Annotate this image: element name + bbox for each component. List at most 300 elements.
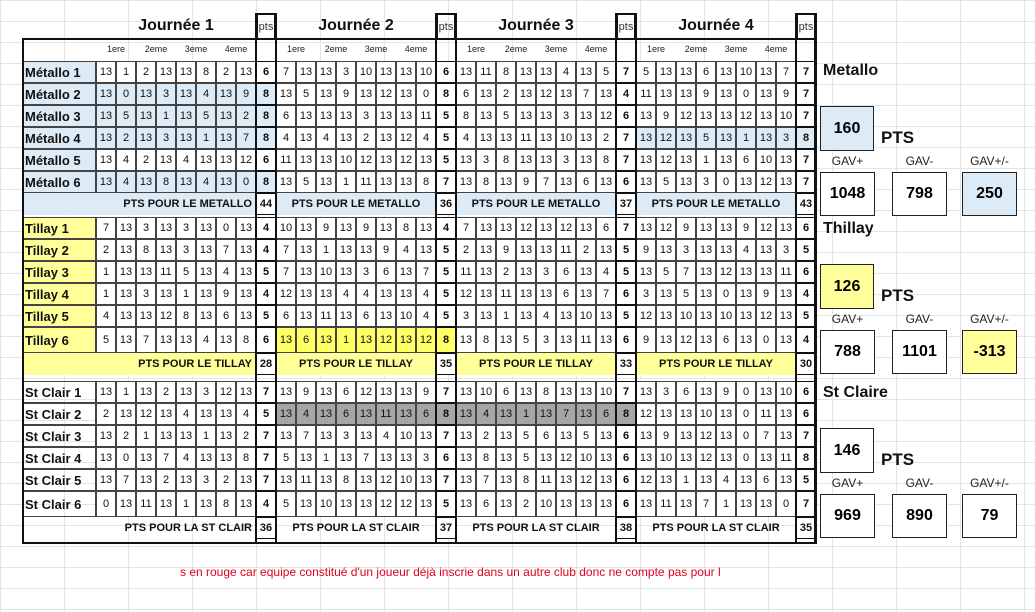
points-cell[interactable]: 6 (796, 381, 816, 403)
score-cell[interactable]: 12 (276, 283, 296, 305)
score-cell[interactable]: 5 (656, 171, 676, 193)
score-cell[interactable]: 13 (296, 61, 316, 83)
score-cell[interactable]: 9 (236, 83, 256, 105)
points-cell[interactable]: 8 (436, 83, 456, 105)
score-cell[interactable]: 13 (676, 425, 696, 447)
score-cell[interactable]: 4 (556, 61, 576, 83)
points-cell[interactable]: 4 (616, 83, 636, 105)
score-cell[interactable]: 13 (156, 283, 176, 305)
score-cell[interactable]: 13 (296, 149, 316, 171)
score-cell[interactable]: 11 (656, 491, 676, 517)
score-cell[interactable]: 13 (636, 381, 656, 403)
score-cell[interactable]: 4 (356, 283, 376, 305)
score-cell[interactable]: 4 (336, 283, 356, 305)
score-cell[interactable]: 10 (316, 261, 336, 283)
score-cell[interactable]: 1 (716, 491, 736, 517)
score-cell[interactable]: 13 (236, 61, 256, 83)
score-cell[interactable]: 13 (396, 261, 416, 283)
score-cell[interactable]: 2 (476, 425, 496, 447)
score-cell[interactable]: 13 (196, 491, 216, 517)
score-cell[interactable]: 4 (96, 305, 116, 327)
points-cell[interactable]: 4 (796, 283, 816, 305)
score-cell[interactable]: 13 (96, 61, 116, 83)
score-cell[interactable]: 3 (536, 327, 556, 353)
score-cell[interactable]: 6 (456, 83, 476, 105)
score-cell[interactable]: 13 (316, 283, 336, 305)
score-cell[interactable]: 4 (376, 425, 396, 447)
score-cell[interactable]: 4 (116, 149, 136, 171)
score-cell[interactable]: 3 (416, 447, 436, 469)
score-cell[interactable]: 8 (516, 469, 536, 491)
points-cell[interactable]: 5 (436, 283, 456, 305)
score-cell[interactable]: 13 (516, 105, 536, 127)
score-cell[interactable]: 13 (176, 327, 196, 353)
score-cell[interactable]: 11 (536, 469, 556, 491)
score-cell[interactable]: 13 (336, 217, 356, 239)
score-cell[interactable]: 13 (496, 127, 516, 149)
score-cell[interactable]: 8 (156, 171, 176, 193)
score-cell[interactable]: 12 (356, 149, 376, 171)
score-cell[interactable]: 13 (456, 149, 476, 171)
score-cell[interactable]: 13 (96, 105, 116, 127)
score-cell[interactable]: 12 (636, 403, 656, 425)
score-cell[interactable]: 11 (416, 105, 436, 127)
score-cell[interactable]: 2 (356, 127, 376, 149)
points-cell[interactable]: 5 (256, 403, 276, 425)
score-cell[interactable]: 6 (576, 171, 596, 193)
score-cell[interactable]: 13 (456, 381, 476, 403)
score-cell[interactable]: 13 (316, 149, 336, 171)
score-cell[interactable]: 4 (596, 261, 616, 283)
score-cell[interactable]: 8 (536, 381, 556, 403)
score-cell[interactable]: 13 (656, 283, 676, 305)
score-cell[interactable]: 1 (516, 403, 536, 425)
points-cell[interactable]: 7 (796, 83, 816, 105)
score-cell[interactable]: 13 (236, 261, 256, 283)
score-cell[interactable]: 13 (396, 83, 416, 105)
score-cell[interactable]: 13 (736, 491, 756, 517)
score-cell[interactable]: 2 (576, 239, 596, 261)
score-cell[interactable]: 13 (316, 83, 336, 105)
score-cell[interactable]: 6 (556, 283, 576, 305)
score-cell[interactable]: 2 (596, 127, 616, 149)
score-cell[interactable]: 13 (196, 447, 216, 469)
score-cell[interactable]: 13 (536, 447, 556, 469)
score-cell[interactable]: 13 (196, 261, 216, 283)
score-cell[interactable]: 3 (156, 83, 176, 105)
score-cell[interactable]: 7 (476, 469, 496, 491)
score-cell[interactable]: 13 (396, 327, 416, 353)
score-cell[interactable]: 13 (756, 61, 776, 83)
score-cell[interactable]: 13 (216, 327, 236, 353)
score-cell[interactable]: 13 (136, 83, 156, 105)
score-cell[interactable]: 3 (556, 149, 576, 171)
score-cell[interactable]: 13 (376, 149, 396, 171)
score-cell[interactable]: 13 (776, 403, 796, 425)
score-cell[interactable]: 0 (216, 217, 236, 239)
score-cell[interactable]: 0 (716, 171, 736, 193)
points-cell[interactable]: 7 (256, 469, 276, 491)
score-cell[interactable]: 13 (236, 469, 256, 491)
points-cell[interactable]: 4 (256, 491, 276, 517)
score-cell[interactable]: 13 (716, 83, 736, 105)
points-cell[interactable]: 6 (796, 261, 816, 283)
score-cell[interactable]: 5 (296, 171, 316, 193)
score-cell[interactable]: 13 (156, 217, 176, 239)
score-cell[interactable]: 0 (116, 447, 136, 469)
score-cell[interactable]: 0 (736, 403, 756, 425)
score-cell[interactable]: 11 (376, 403, 396, 425)
score-cell[interactable]: 13 (636, 425, 656, 447)
score-cell[interactable]: 12 (756, 171, 776, 193)
score-cell[interactable]: 0 (736, 83, 756, 105)
score-cell[interactable]: 1 (336, 327, 356, 353)
score-cell[interactable]: 13 (356, 327, 376, 353)
score-cell[interactable]: 3 (336, 61, 356, 83)
score-cell[interactable]: 1 (336, 171, 356, 193)
score-cell[interactable]: 10 (396, 305, 416, 327)
score-cell[interactable]: 12 (596, 105, 616, 127)
score-cell[interactable]: 13 (536, 239, 556, 261)
score-cell[interactable]: 13 (556, 327, 576, 353)
score-cell[interactable]: 13 (496, 171, 516, 193)
score-cell[interactable]: 9 (676, 217, 696, 239)
score-cell[interactable]: 13 (716, 403, 736, 425)
score-cell[interactable]: 2 (236, 105, 256, 127)
score-cell[interactable]: 8 (476, 447, 496, 469)
points-cell[interactable]: 6 (616, 283, 636, 305)
score-cell[interactable]: 8 (236, 447, 256, 469)
score-cell[interactable]: 10 (736, 61, 756, 83)
score-cell[interactable]: 13 (656, 83, 676, 105)
score-cell[interactable]: 13 (276, 327, 296, 353)
score-cell[interactable]: 1 (116, 381, 136, 403)
score-cell[interactable]: 4 (456, 127, 476, 149)
score-cell[interactable]: 13 (636, 127, 656, 149)
score-cell[interactable]: 11 (476, 61, 496, 83)
score-cell[interactable]: 1 (496, 305, 516, 327)
score-cell[interactable]: 9 (296, 381, 316, 403)
score-cell[interactable]: 13 (756, 127, 776, 149)
score-cell[interactable]: 4 (176, 149, 196, 171)
score-cell[interactable]: 3 (176, 217, 196, 239)
score-cell[interactable]: 13 (596, 83, 616, 105)
score-cell[interactable]: 13 (296, 305, 316, 327)
score-cell[interactable]: 5 (196, 105, 216, 127)
score-cell[interactable]: 2 (136, 61, 156, 83)
score-cell[interactable]: 13 (156, 327, 176, 353)
points-cell[interactable]: 6 (616, 447, 636, 469)
points-cell[interactable]: 4 (436, 217, 456, 239)
points-cell[interactable]: 7 (616, 217, 636, 239)
score-cell[interactable]: 13 (336, 261, 356, 283)
score-cell[interactable]: 1 (176, 283, 196, 305)
score-cell[interactable]: 7 (296, 425, 316, 447)
score-cell[interactable]: 13 (176, 127, 196, 149)
score-cell[interactable]: 13 (176, 83, 196, 105)
score-cell[interactable]: 11 (296, 469, 316, 491)
score-cell[interactable]: 13 (416, 425, 436, 447)
score-cell[interactable]: 5 (296, 83, 316, 105)
score-cell[interactable]: 13 (356, 469, 376, 491)
score-cell[interactable]: 13 (456, 491, 476, 517)
points-cell[interactable]: 8 (796, 447, 816, 469)
score-cell[interactable]: 13 (516, 305, 536, 327)
score-cell[interactable]: 13 (776, 425, 796, 447)
score-cell[interactable]: 13 (316, 171, 336, 193)
score-cell[interactable]: 6 (716, 327, 736, 353)
score-cell[interactable]: 12 (556, 217, 576, 239)
score-cell[interactable]: 13 (396, 283, 416, 305)
score-cell[interactable]: 5 (656, 261, 676, 283)
points-cell[interactable]: 5 (436, 127, 456, 149)
score-cell[interactable]: 13 (656, 239, 676, 261)
score-cell[interactable]: 9 (316, 217, 336, 239)
score-cell[interactable]: 13 (576, 127, 596, 149)
score-cell[interactable]: 5 (636, 61, 656, 83)
score-cell[interactable]: 8 (236, 327, 256, 353)
score-cell[interactable]: 1 (676, 469, 696, 491)
score-cell[interactable]: 13 (276, 403, 296, 425)
score-cell[interactable]: 12 (656, 217, 676, 239)
score-cell[interactable]: 13 (516, 283, 536, 305)
score-cell[interactable]: 12 (696, 425, 716, 447)
score-cell[interactable]: 13 (336, 447, 356, 469)
score-cell[interactable]: 13 (576, 261, 596, 283)
points-cell[interactable]: 5 (796, 469, 816, 491)
score-cell[interactable]: 13 (316, 381, 336, 403)
score-cell[interactable]: 3 (456, 305, 476, 327)
score-cell[interactable]: 10 (696, 403, 716, 425)
score-cell[interactable]: 3 (136, 283, 156, 305)
score-cell[interactable]: 13 (716, 239, 736, 261)
score-cell[interactable]: 9 (656, 425, 676, 447)
score-cell[interactable]: 10 (316, 491, 336, 517)
score-cell[interactable]: 0 (416, 83, 436, 105)
score-cell[interactable]: 10 (716, 305, 736, 327)
score-cell[interactable]: 3 (636, 283, 656, 305)
score-cell[interactable]: 8 (396, 217, 416, 239)
score-cell[interactable]: 13 (296, 491, 316, 517)
score-cell[interactable]: 13 (136, 171, 156, 193)
score-cell[interactable]: 2 (116, 127, 136, 149)
score-cell[interactable]: 13 (536, 127, 556, 149)
score-cell[interactable]: 9 (756, 283, 776, 305)
score-cell[interactable]: 7 (676, 261, 696, 283)
score-cell[interactable]: 13 (236, 217, 256, 239)
score-cell[interactable]: 13 (136, 381, 156, 403)
score-cell[interactable]: 13 (696, 261, 716, 283)
score-cell[interactable]: 13 (316, 469, 336, 491)
points-cell[interactable]: 8 (796, 127, 816, 149)
score-cell[interactable]: 3 (676, 239, 696, 261)
score-cell[interactable]: 8 (196, 61, 216, 83)
score-cell[interactable]: 6 (336, 381, 356, 403)
score-cell[interactable]: 13 (416, 239, 436, 261)
score-cell[interactable]: 5 (116, 105, 136, 127)
score-cell[interactable]: 7 (696, 491, 716, 517)
score-cell[interactable]: 13 (236, 239, 256, 261)
score-cell[interactable]: 13 (656, 469, 676, 491)
score-cell[interactable]: 13 (496, 469, 516, 491)
score-cell[interactable]: 13 (336, 105, 356, 127)
score-cell[interactable]: 13 (696, 381, 716, 403)
score-cell[interactable]: 9 (336, 83, 356, 105)
score-cell[interactable]: 4 (196, 171, 216, 193)
score-cell[interactable]: 13 (716, 127, 736, 149)
score-cell[interactable]: 13 (216, 149, 236, 171)
score-cell[interactable]: 13 (696, 327, 716, 353)
score-cell[interactable]: 13 (696, 239, 716, 261)
score-cell[interactable]: 10 (776, 105, 796, 127)
score-cell[interactable]: 13 (316, 403, 336, 425)
score-cell[interactable]: 13 (216, 447, 236, 469)
points-cell[interactable]: 6 (796, 403, 816, 425)
score-cell[interactable]: 13 (216, 105, 236, 127)
score-cell[interactable]: 13 (456, 469, 476, 491)
score-cell[interactable]: 4 (736, 239, 756, 261)
score-cell[interactable]: 13 (536, 217, 556, 239)
score-cell[interactable]: 8 (496, 61, 516, 83)
score-cell[interactable]: 7 (276, 261, 296, 283)
score-cell[interactable]: 4 (116, 171, 136, 193)
score-cell[interactable]: 13 (676, 403, 696, 425)
score-cell[interactable]: 1 (196, 127, 216, 149)
score-cell[interactable]: 5 (596, 61, 616, 83)
points-cell[interactable]: 7 (796, 105, 816, 127)
score-cell[interactable]: 13 (196, 305, 216, 327)
score-cell[interactable]: 3 (356, 105, 376, 127)
score-cell[interactable]: 7 (276, 61, 296, 83)
score-cell[interactable]: 10 (476, 381, 496, 403)
score-cell[interactable]: 13 (156, 425, 176, 447)
points-cell[interactable]: 4 (256, 239, 276, 261)
score-cell[interactable]: 2 (216, 469, 236, 491)
score-cell[interactable]: 13 (376, 447, 396, 469)
score-cell[interactable]: 3 (656, 381, 676, 403)
score-cell[interactable]: 13 (556, 425, 576, 447)
score-cell[interactable]: 13 (656, 327, 676, 353)
points-cell[interactable]: 7 (436, 425, 456, 447)
score-cell[interactable]: 2 (116, 425, 136, 447)
points-cell[interactable]: 7 (436, 381, 456, 403)
score-cell[interactable]: 13 (376, 283, 396, 305)
score-cell[interactable]: 7 (416, 261, 436, 283)
score-cell[interactable]: 12 (396, 127, 416, 149)
score-cell[interactable]: 13 (376, 217, 396, 239)
score-cell[interactable]: 13 (116, 283, 136, 305)
score-cell[interactable]: 13 (576, 217, 596, 239)
score-cell[interactable]: 13 (596, 327, 616, 353)
score-cell[interactable]: 3 (156, 127, 176, 149)
score-cell[interactable]: 13 (116, 491, 136, 517)
score-cell[interactable]: 11 (636, 83, 656, 105)
score-cell[interactable]: 2 (496, 83, 516, 105)
score-cell[interactable]: 13 (736, 305, 756, 327)
score-cell[interactable]: 13 (176, 381, 196, 403)
score-cell[interactable]: 10 (396, 469, 416, 491)
score-cell[interactable]: 13 (116, 217, 136, 239)
points-cell[interactable]: 7 (256, 425, 276, 447)
score-cell[interactable]: 13 (196, 217, 216, 239)
score-cell[interactable]: 13 (776, 217, 796, 239)
score-cell[interactable]: 13 (176, 171, 196, 193)
score-cell[interactable]: 13 (276, 425, 296, 447)
points-cell[interactable]: 5 (616, 305, 636, 327)
score-cell[interactable]: 13 (116, 327, 136, 353)
score-cell[interactable]: 13 (756, 261, 776, 283)
score-cell[interactable]: 13 (116, 261, 136, 283)
score-cell[interactable]: 13 (196, 403, 216, 425)
score-cell[interactable]: 13 (376, 171, 396, 193)
score-cell[interactable]: 13 (276, 171, 296, 193)
score-cell[interactable]: 4 (316, 127, 336, 149)
score-cell[interactable]: 7 (156, 447, 176, 469)
points-cell[interactable]: 7 (256, 381, 276, 403)
score-cell[interactable]: 2 (216, 61, 236, 83)
points-cell[interactable]: 6 (616, 425, 636, 447)
score-cell[interactable]: 13 (576, 403, 596, 425)
points-cell[interactable]: 4 (796, 327, 816, 353)
score-cell[interactable]: 1 (316, 239, 336, 261)
score-cell[interactable]: 7 (116, 469, 136, 491)
score-cell[interactable]: 13 (576, 61, 596, 83)
score-cell[interactable]: 8 (596, 149, 616, 171)
score-cell[interactable]: 0 (736, 447, 756, 469)
score-cell[interactable]: 10 (576, 447, 596, 469)
score-cell[interactable]: 10 (756, 149, 776, 171)
points-cell[interactable]: 6 (256, 327, 276, 353)
score-cell[interactable]: 3 (356, 261, 376, 283)
score-cell[interactable]: 13 (476, 83, 496, 105)
score-cell[interactable]: 4 (416, 305, 436, 327)
score-cell[interactable]: 13 (296, 127, 316, 149)
points-cell[interactable]: 6 (616, 327, 636, 353)
score-cell[interactable]: 13 (576, 381, 596, 403)
score-cell[interactable]: 13 (536, 105, 556, 127)
score-cell[interactable]: 13 (356, 425, 376, 447)
score-cell[interactable]: 13 (356, 83, 376, 105)
score-cell[interactable]: 13 (516, 381, 536, 403)
points-cell[interactable]: 8 (436, 327, 456, 353)
score-cell[interactable]: 6 (536, 425, 556, 447)
score-cell[interactable]: 13 (456, 403, 476, 425)
score-cell[interactable]: 13 (236, 381, 256, 403)
score-cell[interactable]: 0 (716, 283, 736, 305)
points-cell[interactable]: 7 (616, 61, 636, 83)
score-cell[interactable]: 13 (736, 283, 756, 305)
score-cell[interactable]: 4 (196, 83, 216, 105)
score-cell[interactable]: 2 (456, 239, 476, 261)
score-cell[interactable]: 7 (576, 83, 596, 105)
score-cell[interactable]: 1 (156, 105, 176, 127)
score-cell[interactable]: 13 (776, 469, 796, 491)
score-cell[interactable]: 9 (776, 83, 796, 105)
score-cell[interactable]: 13 (156, 403, 176, 425)
points-cell[interactable]: 5 (256, 261, 276, 283)
score-cell[interactable]: 13 (116, 305, 136, 327)
score-cell[interactable]: 3 (176, 239, 196, 261)
score-cell[interactable]: 0 (756, 327, 776, 353)
score-cell[interactable]: 12 (676, 105, 696, 127)
score-cell[interactable]: 5 (696, 127, 716, 149)
score-cell[interactable]: 13 (756, 491, 776, 517)
score-cell[interactable]: 13 (496, 217, 516, 239)
score-cell[interactable]: 2 (96, 403, 116, 425)
score-cell[interactable]: 12 (536, 83, 556, 105)
score-cell[interactable]: 13 (696, 105, 716, 127)
score-cell[interactable]: 13 (356, 239, 376, 261)
